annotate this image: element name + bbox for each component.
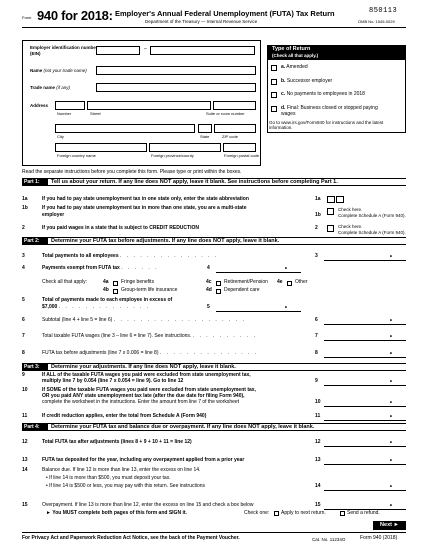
successor-label: b. Successor employer bbox=[281, 78, 333, 84]
address-label: Address bbox=[30, 103, 49, 108]
check-one-label: Check one: bbox=[244, 510, 270, 516]
footer-rule bbox=[22, 532, 406, 533]
state-input[interactable] bbox=[198, 124, 212, 133]
zip-caption: ZIP code bbox=[222, 134, 238, 139]
line-8-amount-input[interactable]: • bbox=[324, 350, 406, 358]
part2-bar bbox=[22, 237, 406, 245]
form-word: Form bbox=[22, 15, 32, 20]
line-1b-text-1: If you had to pay state unemployment tax in more than one state, you are a multi-state bbox=[42, 205, 247, 211]
retirement-label: Retirement/Pension bbox=[224, 279, 268, 285]
line-4-check-all: Check all that apply: bbox=[42, 279, 88, 285]
foreign-country-input[interactable] bbox=[55, 143, 147, 152]
state-caption: State bbox=[200, 134, 210, 139]
line-11-text: If credit reduction applies, enter the total from Schedule A (Form 940) bbox=[42, 413, 207, 419]
part2-label: Part 2: bbox=[22, 238, 48, 245]
group-term-label: Group-term life insurance bbox=[121, 287, 178, 293]
refund-label: Send a refund. bbox=[347, 510, 380, 516]
fringe-label: Fringe benefits bbox=[121, 279, 155, 285]
line-9-amount-input[interactable]: • bbox=[324, 378, 406, 386]
line-4-text: Payments exempt from FUTA tax . . . . . . bbox=[42, 265, 159, 271]
amended-checkbox[interactable] bbox=[271, 65, 277, 71]
dependent-care-checkbox[interactable] bbox=[216, 289, 221, 294]
line-14-text-1: Balance due. If line 12 is more than line 13, enter the excess on line 14. bbox=[42, 467, 201, 473]
line-9-text-2: multiply line 7 by 0.054 (line 7 x 0.054 = line 9). Go to line 12 bbox=[42, 378, 184, 384]
final-label: d. Final: Business closed or stopped paying wages bbox=[281, 105, 378, 117]
no-payments-checkbox[interactable] bbox=[271, 92, 277, 98]
multistate-checkbox[interactable] bbox=[327, 208, 334, 215]
line-14-amount-input[interactable]: • bbox=[324, 483, 406, 491]
line-15-text-2: ► You MUST complete both pages of this form and SIGN it. bbox=[46, 510, 187, 516]
instructions-link[interactable]: Go to www.irs.gov/Form940 for instructions and the latest information. bbox=[269, 120, 384, 131]
multistate-check-label: Check here. bbox=[338, 207, 363, 212]
line-3: 3 Total payments to all employees . . . . . . . . . . . . . . . 3 • bbox=[22, 253, 406, 261]
suite-caption: Suite or room number bbox=[206, 111, 245, 116]
name-label: Name (not your trade name) bbox=[30, 68, 87, 73]
street-caption: Street bbox=[90, 111, 101, 116]
line-3-amount-input[interactable]: • bbox=[324, 253, 406, 261]
dependent-care-label: Dependent care bbox=[224, 287, 260, 293]
line-14: 14 Balance due. If line 12 is more than line 13, enter the excess on line 14. • If line 14 is more than $500, you must deposit your tax. • If line 14 is $500 or less, you may pay with this return. See instructions 14 • bbox=[22, 467, 406, 493]
form-subtitle: Department of the Treasury — Internal Revenue Service bbox=[145, 19, 258, 24]
multistate-check-note: Complete Schedule A (Form 940). bbox=[338, 213, 406, 218]
part3-title: Determine your adjustments. If any line does NOT apply, leave it blank. bbox=[51, 364, 236, 370]
line-11-amount-input[interactable]: • bbox=[324, 413, 406, 421]
credit-check-note: Complete Schedule A (Form 940). bbox=[338, 230, 406, 235]
line-1b-text-2: employer bbox=[42, 212, 65, 218]
form-number: 940 for 2018: bbox=[37, 8, 113, 23]
ein-suffix-input[interactable] bbox=[150, 46, 255, 55]
line-5: 5 Total of payments made to each employee in excess of $7,000 . . . . . . . . . . . . . . 5 • bbox=[22, 297, 406, 313]
amended-label: a. Amended bbox=[281, 64, 308, 70]
ein-abbr: (EIN) bbox=[30, 51, 41, 56]
line-9: 9 If ALL of the taxable FUTA wages you paid were excluded from state unemployment tax, multiply line 7 by 0.054 (line 7 x 0.054 = line 9). Go to line 12 9 • bbox=[22, 372, 406, 386]
line-15-amount-input[interactable]: • bbox=[324, 502, 406, 510]
address-street-input[interactable] bbox=[87, 101, 211, 110]
other-checkbox[interactable] bbox=[287, 281, 292, 286]
line-3-text: Total payments to all employees . . . . . . . . . . . . . . . bbox=[42, 253, 219, 259]
part1-bar bbox=[22, 178, 406, 186]
line-1a-text: If you had to pay state unemployment tax in one state only, enter the state abbreviation bbox=[42, 196, 249, 202]
line-4-amount-input[interactable]: • bbox=[216, 265, 301, 273]
privacy-notice: For Privacy Act and Paperwork Reduction Act Notice, see the back of the Payment Voucher. bbox=[22, 535, 240, 541]
line-2: 2 If you paid wages in a state that is subject to CREDIT REDUCTION 2 Check here. Complete Schedule A (Form 940). bbox=[22, 224, 406, 235]
successor-checkbox[interactable] bbox=[271, 79, 277, 85]
line-10-text-1: If SOME of the taxable FUTA wages you paid were excluded from state unemployment tax, bbox=[42, 387, 256, 393]
part3-label: Part 3: bbox=[22, 364, 48, 371]
return-type-title: Type of Return bbox=[272, 46, 311, 52]
line-7-amount-input[interactable]: • bbox=[324, 333, 406, 341]
trade-label: Trade name (if any) bbox=[30, 85, 71, 90]
line-6-text: Subtotal (line 4 + line 5 = line 6) . . . . . . . . . . . . . . . . . . . . bbox=[42, 317, 246, 323]
line-5-text-1: Total of payments made to each employee in excess of bbox=[42, 297, 173, 303]
line-10: 10 If SOME of the taxable FUTA wages you paid were excluded from state unemployment tax, OR you paid ANY state unemployment tax late (after the due date for filing Form 940), complete the worksheet in the instructions. Enter the amount from line 7 of the worksheet 10 • bbox=[22, 387, 406, 407]
part4-bar bbox=[22, 423, 406, 431]
ein-prefix-input[interactable] bbox=[96, 46, 140, 55]
line-5-amount-input[interactable]: • bbox=[216, 304, 301, 312]
form-code: 850113 bbox=[369, 7, 398, 15]
header-rule bbox=[22, 27, 406, 28]
line-13-text: FUTA tax deposited for the year, including any overpayment applied from a prior year bbox=[42, 457, 245, 463]
state-abbr-input-1[interactable] bbox=[327, 196, 335, 203]
city-caption: City bbox=[57, 134, 64, 139]
group-term-checkbox[interactable] bbox=[113, 289, 118, 294]
line-10-text-3: complete the worksheet in the instructions. Enter the amount from line 7 of the worksheet bbox=[42, 399, 240, 405]
part2-title: Determine your FUTA tax before adjustments. If any line does NOT apply, leave it blank. bbox=[51, 238, 280, 244]
refund-checkbox[interactable] bbox=[340, 511, 345, 516]
line-8-text: FUTA tax before adjustments (line 7 x 0.006 = line 8) . . . . . . . . . . . . . . . bbox=[42, 350, 259, 356]
apply-next-label: Apply to next return. bbox=[281, 510, 326, 516]
line-13: 13 FUTA tax deposited for the year, including any overpayment applied from a prior year 13 • bbox=[22, 457, 406, 465]
form-footer-label: Form 940 (2018) bbox=[360, 535, 398, 541]
line-12-text: Total FUTA tax after adjustments (lines 8 + 9 + 10 + 11 = line 12) bbox=[42, 439, 192, 445]
line-14-text-3: • If line 14 is $500 or less, you may pay with this return. See instructions bbox=[46, 483, 206, 489]
foreign-postal-caption: Foreign postal code bbox=[224, 153, 260, 158]
line-1a: 1a If you had to pay state unemployment tax in one state only, enter the state abbreviation 1a bbox=[22, 196, 406, 204]
final-checkbox[interactable] bbox=[271, 106, 277, 112]
line-15-text-1: Overpayment. If line 13 is more than line 12, enter the excess on line 15 and check a box below bbox=[42, 502, 254, 508]
line-10-amount-input[interactable]: • bbox=[324, 399, 406, 407]
no-payments-label: c. No payments to employees in 2018 bbox=[281, 91, 365, 97]
city-input[interactable] bbox=[55, 124, 195, 133]
omb-number: OMB No. 1545-0029 bbox=[358, 19, 395, 24]
part3-bar bbox=[22, 363, 406, 371]
line-8: 8 FUTA tax before adjustments (line 7 x 0.006 = line 8) . . . . . . . . . . . . . . . 8 • bbox=[22, 350, 406, 358]
foreign-province-caption: Foreign province/county bbox=[151, 153, 194, 158]
line-7-text: Total taxable FUTA wages (line 3 – line 6 = line 7). See instructions. . . . . . . . . . . bbox=[42, 333, 258, 339]
line-14-text-2: • If line 14 is more than $500, you must deposit your tax. bbox=[46, 475, 171, 481]
line-10-text-2: OR you paid ANY state unemployment tax late (after the due date for filing Form 940), bbox=[42, 393, 245, 399]
state-abbr-input-2[interactable] bbox=[336, 196, 344, 203]
part1-label: Part 1: bbox=[22, 179, 48, 186]
address-suite-input[interactable] bbox=[213, 101, 256, 110]
zip-input[interactable] bbox=[214, 124, 256, 133]
foreign-country-caption: Foreign country name bbox=[57, 153, 96, 158]
line-2-text: If you paid wages in a state that is subject to CREDIT REDUCTION bbox=[42, 225, 199, 231]
line-4: 4 Payments exempt from FUTA tax . . . . . . 4 • bbox=[22, 265, 406, 273]
line-13-amount-input[interactable]: • bbox=[324, 457, 406, 465]
line-6-amount-input[interactable]: • bbox=[324, 317, 406, 325]
part1-title: Tell us about your return. If any line does NOT apply, leave it blank. See instructions before completing Part 1. bbox=[51, 179, 338, 185]
part4-label: Part 4: bbox=[22, 424, 48, 431]
foreign-postal-input[interactable] bbox=[223, 143, 256, 152]
trade-name-input[interactable] bbox=[96, 83, 256, 92]
credit-check-label: Check here. bbox=[338, 224, 363, 229]
apply-next-checkbox[interactable] bbox=[274, 511, 279, 516]
other-label: Other bbox=[295, 279, 308, 285]
line-9-text-1: If ALL of the taxable FUTA wages you paid were excluded from state unemployment tax, bbox=[42, 372, 251, 378]
line-12: 12 Total FUTA tax after adjustments (lines 8 + 9 + 10 + 11 = line 12) 12 • bbox=[22, 439, 406, 447]
form-title: Employer's Annual Federal Unemployment (FUTA) Tax Return bbox=[115, 9, 335, 18]
part4-title: Determine your FUTA tax and balance due or overpayment. If any line does NOT apply, leave it blank. bbox=[51, 424, 315, 430]
ein-dash: – bbox=[144, 46, 147, 52]
line-5-text-2: $7,000 . . . . . . . . . . . . . . bbox=[42, 304, 151, 310]
fringe-checkbox[interactable] bbox=[113, 281, 118, 286]
catalog-number: Cat. No. 11234O bbox=[312, 537, 346, 542]
return-type-subtitle: (Check all that apply.) bbox=[272, 53, 319, 58]
foreign-province-input[interactable] bbox=[149, 143, 221, 152]
name-input[interactable] bbox=[96, 66, 256, 75]
number-caption: Number bbox=[57, 111, 72, 116]
line-1b: 1b If you had to pay state unemployment tax in more than one state, you are a multi-state employer 1b Check here. Complete Schedule A (Form 940). bbox=[22, 205, 406, 218]
address-number-input[interactable] bbox=[55, 101, 85, 110]
credit-reduction-checkbox[interactable] bbox=[327, 225, 334, 232]
line-12-amount-input[interactable]: • bbox=[324, 439, 406, 447]
next-button[interactable]: Next ► bbox=[373, 521, 406, 530]
line-7: 7 Total taxable FUTA wages (line 3 – line 6 = line 7). See instructions. . . . . . . . . . . 7 • bbox=[22, 333, 406, 341]
retirement-checkbox[interactable] bbox=[216, 281, 221, 286]
line-6: 6 Subtotal (line 4 + line 5 = line 6) . . . . . . . . . . . . . . . . . . . . 6 • bbox=[22, 317, 406, 325]
line-15: 15 Overpayment. If line 13 is more than line 12, enter the excess on line 15 and check a box below ► You MUST complete both pages of this form and SIGN it. 15 • Check one: Apply to next return. Send a refund. bbox=[22, 502, 406, 518]
instructions-text: Read the separate instructions before you complete this form. Please type or print within the boxes. bbox=[22, 169, 242, 175]
line-11: 11 If credit reduction applies, enter the total from Schedule A (Form 940) 11 • bbox=[22, 413, 406, 421]
ein-label: Employer identification number bbox=[30, 45, 98, 50]
